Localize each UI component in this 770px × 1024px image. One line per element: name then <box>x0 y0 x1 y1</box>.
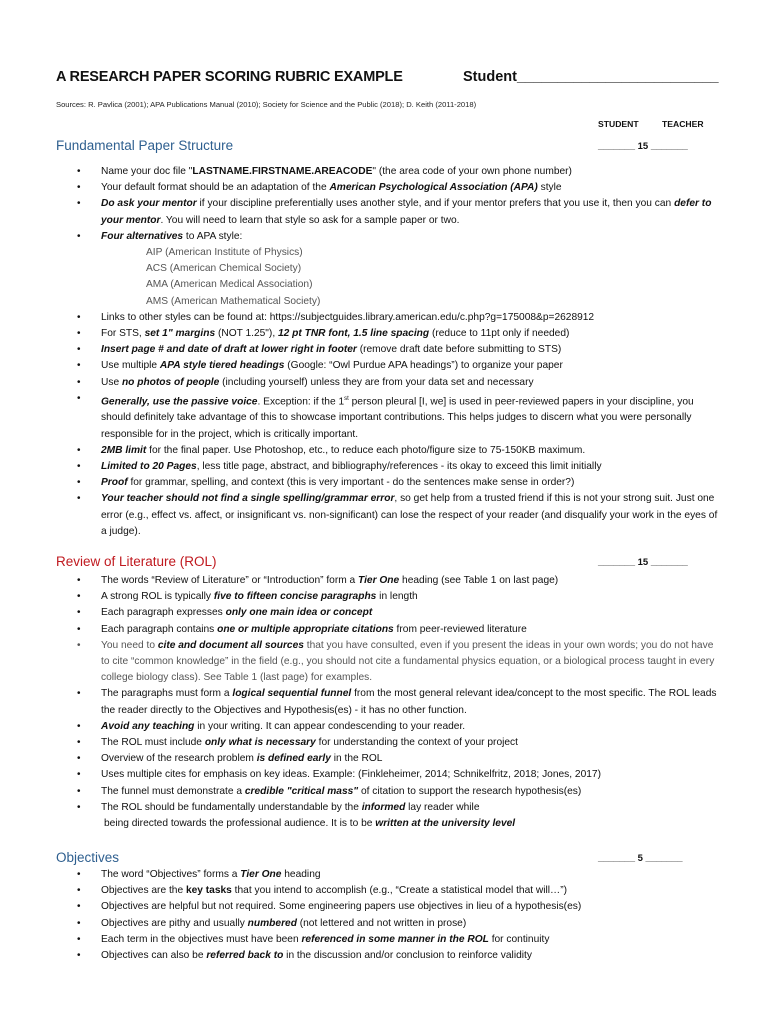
item-text: Name your doc file "LASTNAME.FIRSTNAME.AREACODE" (the area code of your own phone number) <box>101 166 572 177</box>
sources-line: Sources: R. Pavlica (2001); APA Publications Manual (2010); Society for Science and the Public (2018); D. Keith (2011-2018) <box>56 100 477 109</box>
list-item <box>0 164 770 180</box>
section-rol <box>0 554 770 832</box>
list-item: • Objectives are the key tasks that you intend to accomplish (e.g., “Create a statistical model that will…”) <box>0 883 770 899</box>
list-subitem: AMS (American Mathematical Society) <box>146 295 321 307</box>
document-title: A RESEARCH PAPER SCORING RUBRIC EXAMPLE <box>56 69 403 85</box>
list-item: • Do ask your mentor if your discipline preferentially uses another style, and if your mentor prefers that you use it, then you can defer to your mentor. You will need to learn that style so ask for a sample paper or two. <box>0 196 770 228</box>
student-name-line: Student_________________________ <box>463 69 719 85</box>
score-line: _______ 5 _______ <box>598 853 683 864</box>
section-fundamental <box>0 138 770 540</box>
list-subitem: AMA (American Medical Association) <box>146 279 313 291</box>
list-item: • The funnel must demonstrate a credible "critical mass" of citation to support the research hypothesis(es) <box>0 784 770 800</box>
list-item: • You need to cite and document all sources that you have consulted, even if you present the ideas in your own words; you do not have to cite “common knowledge” in the field (e.g., you should not cite a fundamental physics equation, or a biological process taught in every college biology class). See Table 1 (last page) for examples. <box>0 638 770 687</box>
list-item: • For STS, set 1" margins (NOT 1.25"), 12 pt TNR font, 1.5 line spacing (reduce to 11pt only if needed) <box>0 326 770 342</box>
list-item: • Each paragraph contains one or multiple appropriate citations from peer-reviewed literature <box>0 622 770 638</box>
score-line: _______ 15 _______ <box>598 557 688 568</box>
list-item: • Each paragraph expresses only one main idea or concept <box>0 605 770 621</box>
section-title: Objectives <box>56 850 120 865</box>
section-objectives <box>0 850 770 964</box>
list-item: • Use multiple APA style tiered headings (Google: “Owl Purdue APA headings”) to organize your paper <box>0 358 770 374</box>
list-item: • The ROL must include only what is necessary for understanding the context of your project <box>0 735 770 751</box>
list-item: • Avoid any teaching in your writing. It can appear condescending to your reader. <box>0 719 770 735</box>
list-item: • Links to other styles can be found at: https://subjectguides.library.american.edu/c.php?g=175008&p=2628912 <box>0 310 770 326</box>
list-item: • Your teacher should not find a single spelling/grammar error, so get help from a trusted friend if this is not your strong suit. Just one error (e.g., effect vs. affect, or insignificant vs. non-significant) can lose the respect of your reader (and disqualify your work in the eyes of a judge). <box>0 491 770 540</box>
list-item: • The ROL should be fundamentally understandable by the informed lay reader while <box>0 800 770 816</box>
list-item: • Overview of the research problem is defined early in the ROL <box>0 751 770 767</box>
score-line: _______ 15 _______ <box>598 141 688 152</box>
list-item: • Four alternatives to APA style: <box>0 229 770 245</box>
list-item: • Each term in the objectives must have been referenced in some manner in the ROL for continuity <box>0 932 770 948</box>
list-item: • The words “Review of Literature” or “Introduction” form a Tier One heading (see Table 1 on last page) <box>0 573 770 589</box>
list-item: • Your default format should be an adaptation of the American Psychological Association (APA) style <box>0 180 770 196</box>
list-item-continuation: being directed towards the professional audience. It is to be written at the university level <box>104 818 516 830</box>
section-title: Fundamental Paper Structure <box>56 138 234 153</box>
list-subitem: ACS (American Chemical Society) <box>146 263 302 275</box>
student-column-header: STUDENT <box>598 119 639 129</box>
list-item: • Uses multiple cites for emphasis on key ideas. Example: (Finkleheimer, 2014; Schnikelfritz, 2018; Jones, 2017) <box>0 767 770 783</box>
list-item: • Objectives are helpful but not required. Some engineering papers use objectives in lieu of a hypothesis(es) <box>0 899 770 915</box>
list-item: • Use no photos of people (including yourself) unless they are from your data set and necessary <box>0 375 770 391</box>
list-item: • Limited to 20 Pages, less title page, abstract, and bibliography/references - its okay to exceed this limit initially <box>0 459 770 475</box>
list-item: • Objectives can also be referred back to in the discussion and/or conclusion to reinforce validity <box>0 948 770 964</box>
list-item: • Objectives are pithy and usually numbered (not lettered and not written in prose) <box>0 916 770 932</box>
section-title: Review of Literature (ROL) <box>56 554 217 569</box>
list-item: • The paragraphs must form a logical sequential funnel from the most general relevant idea/concept to the most specific. The ROL leads the reader directly to the Objectives and Hypothesis(es) - it has no other function. <box>0 686 770 718</box>
teacher-column-header: TEACHER <box>662 119 704 129</box>
list-subitem: AIP (American Institute of Physics) <box>146 247 303 259</box>
list-item: • A strong ROL is typically five to fifteen concise paragraphs in length <box>0 589 770 605</box>
list-item: • 2MB limit for the final paper. Use Photoshop, etc., to reduce each photo/figure size to 75-150KB maximum. <box>0 443 770 459</box>
list-item: • Insert page # and date of draft at lower right in footer (remove draft date before submitting to STS) <box>0 342 770 358</box>
list-item: • Generally, use the passive voice. Exception: if the 1st person pleural [I, we] is used in peer-reviewed papers in your discipline, you should definitely take advantage of this to showcase important contributions. This helps judges to discern what you were personally responsible for in the project, which is critically important. <box>0 391 770 443</box>
list-item: • The word “Objectives” forms a Tier One heading <box>0 867 770 883</box>
list-item: • Proof for grammar, spelling, and context (this is very important - do the sentences make sense in order?) <box>0 475 770 491</box>
